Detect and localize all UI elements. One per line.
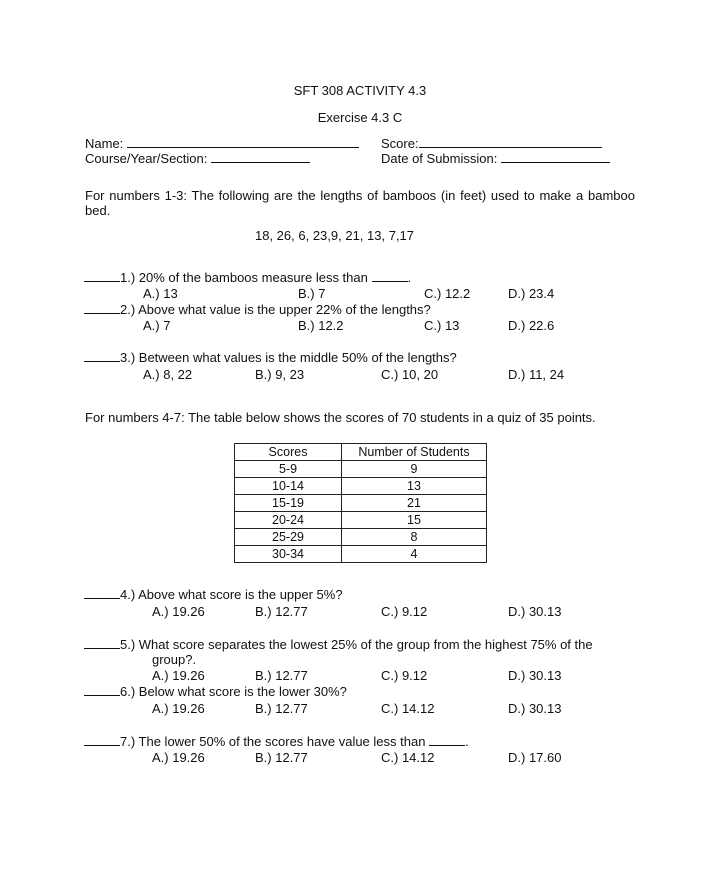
date-label: Date of Submission: [381, 151, 498, 166]
option-d: D.) 22.6 [508, 318, 555, 333]
option-d: D.) 30.13 [508, 668, 562, 683]
question-text: 6.) Below what score is the lower 30%? [120, 684, 347, 699]
option-d: D.) 23.4 [508, 286, 555, 301]
option-d: D.) 11, 24 [508, 367, 565, 382]
cell-score: 15-19 [235, 495, 342, 512]
header-scores: Scores [235, 444, 342, 461]
question-6 [84, 684, 347, 699]
part1-instructions: For numbers 1-3: The following are the lengths of bamboos (in feet) used to make a bamboo bed. [85, 188, 635, 218]
course-blank [211, 151, 310, 163]
table-row [235, 478, 487, 495]
course-label: Course/Year/Section: [85, 151, 208, 166]
cell-score: 30-34 [235, 546, 342, 563]
option-b: B.) 12.2 [298, 318, 344, 333]
question-7 [84, 734, 469, 749]
scores-table [234, 443, 487, 563]
option-c: C.) 12.2 [424, 286, 471, 301]
question-text: 2.) Above what value is the upper 22% of the lengths? [120, 302, 431, 317]
option-c: C.) 9.12 [381, 668, 428, 683]
option-b: B.) 12.77 [255, 604, 308, 619]
answer-blank [84, 302, 120, 314]
table-row [235, 495, 487, 512]
table-row [235, 461, 487, 478]
cell-count: 13 [342, 478, 487, 495]
question-3 [84, 350, 457, 365]
question-trail: . [407, 270, 412, 285]
score-blank [419, 136, 602, 148]
cell-count: 9 [342, 461, 487, 478]
option-a: A.) 19.26 [152, 701, 205, 716]
question-text: 5.) What score separates the lowest 25% of the group from the highest 75% of the [120, 637, 593, 652]
name-blank [127, 136, 359, 148]
course-field [85, 151, 310, 166]
question-text: 7.) The lower 50% of the scores have value less than [120, 734, 426, 749]
option-c: C.) 9.12 [381, 604, 428, 619]
table-row [235, 512, 487, 529]
date-field [381, 151, 610, 166]
answer-blank [84, 637, 120, 649]
option-a: A.) 19.26 [152, 668, 205, 683]
option-c: C.) 14.12 [381, 701, 435, 716]
answer-blank [84, 270, 120, 282]
question-5 [84, 637, 593, 652]
answer-blank [84, 350, 120, 362]
option-d: D.) 30.13 [508, 701, 562, 716]
option-c: C.) 14.12 [381, 750, 435, 765]
option-b: B.) 12.77 [255, 701, 308, 716]
option-d: D.) 17.60 [508, 750, 562, 765]
option-a: A.) 13 [143, 286, 178, 301]
question-text: 1.) 20% of the bamboos measure less than [120, 270, 368, 285]
option-a: A.) 7 [143, 318, 171, 333]
option-a: A.) 19.26 [152, 604, 205, 619]
option-b: B.) 9, 23 [255, 367, 305, 382]
question-4 [84, 587, 343, 602]
question-5-continued: group?. [152, 652, 197, 667]
name-label: Name: [85, 136, 124, 151]
option-c: C.) 13 [424, 318, 460, 333]
fill-blank [429, 734, 465, 746]
answer-blank [84, 734, 120, 746]
question-text: 4.) Above what score is the upper 5%? [120, 587, 343, 602]
answer-blank [84, 587, 120, 599]
option-a: A.) 8, 22 [143, 367, 193, 382]
table-row [235, 546, 487, 563]
name-field [85, 136, 359, 151]
cell-score: 10-14 [235, 478, 342, 495]
cell-score: 20-24 [235, 512, 342, 529]
cell-count: 8 [342, 529, 487, 546]
option-c: C.) 10, 20 [381, 367, 439, 382]
date-blank [501, 151, 610, 163]
option-b: B.) 7 [298, 286, 326, 301]
table-row [235, 529, 487, 546]
cell-score: 25-29 [235, 529, 342, 546]
question-trail: . [465, 734, 469, 749]
cell-count: 15 [342, 512, 487, 529]
answer-blank [84, 684, 120, 696]
cell-count: 21 [342, 495, 487, 512]
option-b: B.) 12.77 [255, 750, 308, 765]
cell-count: 4 [342, 546, 487, 563]
option-a: A.) 19.26 [152, 750, 205, 765]
document-title: SFT 308 ACTIVITY 4.3 [293, 83, 427, 98]
cell-score: 5-9 [235, 461, 342, 478]
question-2 [84, 302, 431, 317]
score-field [381, 136, 602, 151]
question-1 [84, 270, 411, 285]
option-d: D.) 30.13 [508, 604, 562, 619]
fill-blank [372, 270, 408, 282]
header-students: Number of Students [342, 444, 487, 461]
part2-instructions: For numbers 4-7: The table below shows the scores of 70 students in a quiz of 35 points. [85, 410, 596, 425]
bamboo-data: 18, 26, 6, 23,9, 21, 13, 7,17 [255, 228, 415, 243]
document-subtitle: Exercise 4.3 C [317, 110, 403, 125]
score-label: Score: [381, 136, 419, 151]
question-text: 3.) Between what values is the middle 50% of the lengths? [120, 350, 457, 365]
option-b: B.) 12.77 [255, 668, 308, 683]
table-header-row [235, 444, 487, 461]
